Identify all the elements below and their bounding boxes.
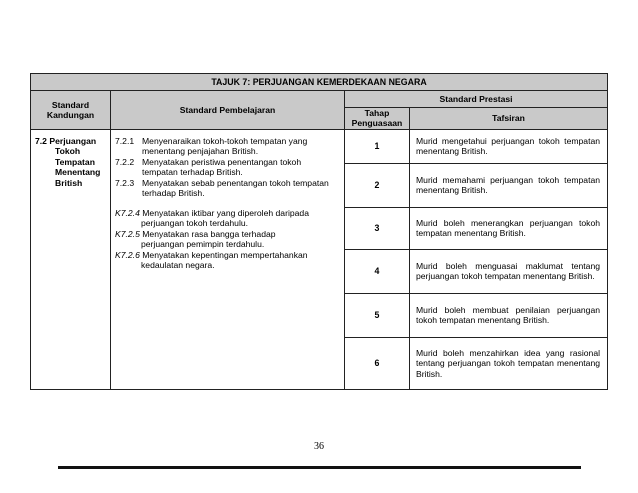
pembelajaran-item	[115, 136, 338, 157]
k7-item	[115, 250, 338, 271]
header-standard-prestasi: Standard Prestasi	[345, 91, 608, 108]
header-standard-pembelajaran: Standard Pembelajaran	[111, 91, 345, 130]
pembelajaran-text: Menyatakan sebab penentangan tokoh tempatan terhadap British.	[142, 177, 329, 199]
kandungan-first-line	[35, 136, 107, 146]
k7-list	[115, 208, 338, 271]
tafsiran-3: Murid boleh menerangkan perjuangan tokoh tempatan menentang British.	[410, 207, 608, 249]
k7-text: Menyatakan iktibar yang diperoleh daripada	[142, 207, 309, 218]
kandungan-line5: British	[55, 177, 83, 188]
header-standard-kandungan: Standard Kandungan	[31, 91, 111, 130]
tafsiran-2: Murid memahami perjuangan tokoh tempatan menentang British.	[410, 163, 608, 207]
k7-text-continued: perjuangan pemimpin terdahulu.	[141, 239, 265, 250]
tahap-4: 4	[345, 249, 410, 293]
standard-pembelajaran-cell	[111, 129, 345, 389]
header-tahap-penguasaan: Tahap Penguasaan	[345, 108, 410, 130]
footer-rule	[58, 466, 581, 469]
pembelajaran-number: 7.2.1	[115, 135, 135, 146]
tafsiran-5: Murid boleh membuat penilaian perjuangan tokoh tempatan menentang British.	[410, 293, 608, 337]
header-tafsiran: Tafsiran	[410, 108, 608, 130]
kandungan-line3: Tempatan	[55, 156, 95, 167]
tahap-3: 3	[345, 207, 410, 249]
tahap-1: 1	[345, 129, 410, 163]
k7-text-continued: kedaulatan negara.	[141, 260, 215, 271]
tahap-2: 2	[345, 163, 410, 207]
pembelajaran-text: Menyenaraikan tokoh-tokoh tempatan yang menentang penjajahan British.	[142, 135, 308, 157]
k7-code: K7.2.6	[115, 249, 140, 260]
pembelajaran-item	[115, 157, 338, 178]
page-number: 36	[314, 441, 324, 452]
pembelajaran-text: Menyatakan peristiwa penentangan tokoh tempatan terhadap British.	[142, 156, 302, 178]
k7-item	[115, 229, 338, 250]
table-title: TAJUK 7: PERJUANGAN KEMERDEKAAN NEGARA	[31, 74, 608, 91]
kandungan-line1: Perjuangan	[49, 135, 97, 146]
k7-text-continued: perjuangan tokoh terdahulu.	[141, 218, 249, 229]
k7-text: Menyatakan kepentingan mempertahankan	[142, 249, 308, 260]
tafsiran-1: Murid mengetahui perjuangan tokoh tempatan menentang British.	[410, 129, 608, 163]
kandungan-code: 7.2	[35, 135, 47, 146]
standard-kandungan-cell	[31, 129, 111, 389]
tahap-6: 6	[345, 337, 410, 389]
pembelajaran-number: 7.2.3	[115, 177, 135, 188]
kandungan-line4: Menentang	[55, 167, 101, 178]
pembelajaran-item	[115, 178, 338, 199]
pembelajaran-number: 7.2.2	[115, 156, 135, 167]
k7-code: K7.2.4	[115, 207, 140, 218]
tahap-5: 5	[345, 293, 410, 337]
k7-text: Menyatakan rasa bangga terhadap	[142, 228, 276, 239]
k7-item	[115, 208, 338, 229]
tafsiran-6: Murid boleh menzahirkan idea yang rasional tentang perjuangan tokoh tempatan menentang British.	[410, 337, 608, 389]
tafsiran-4: Murid boleh menguasai maklumat tentang perjuangan tokoh tempatan menentang British.	[410, 249, 608, 293]
kandungan-line2: Tokoh	[55, 146, 81, 157]
k7-code: K7.2.5	[115, 228, 140, 239]
standards-table	[30, 73, 608, 390]
